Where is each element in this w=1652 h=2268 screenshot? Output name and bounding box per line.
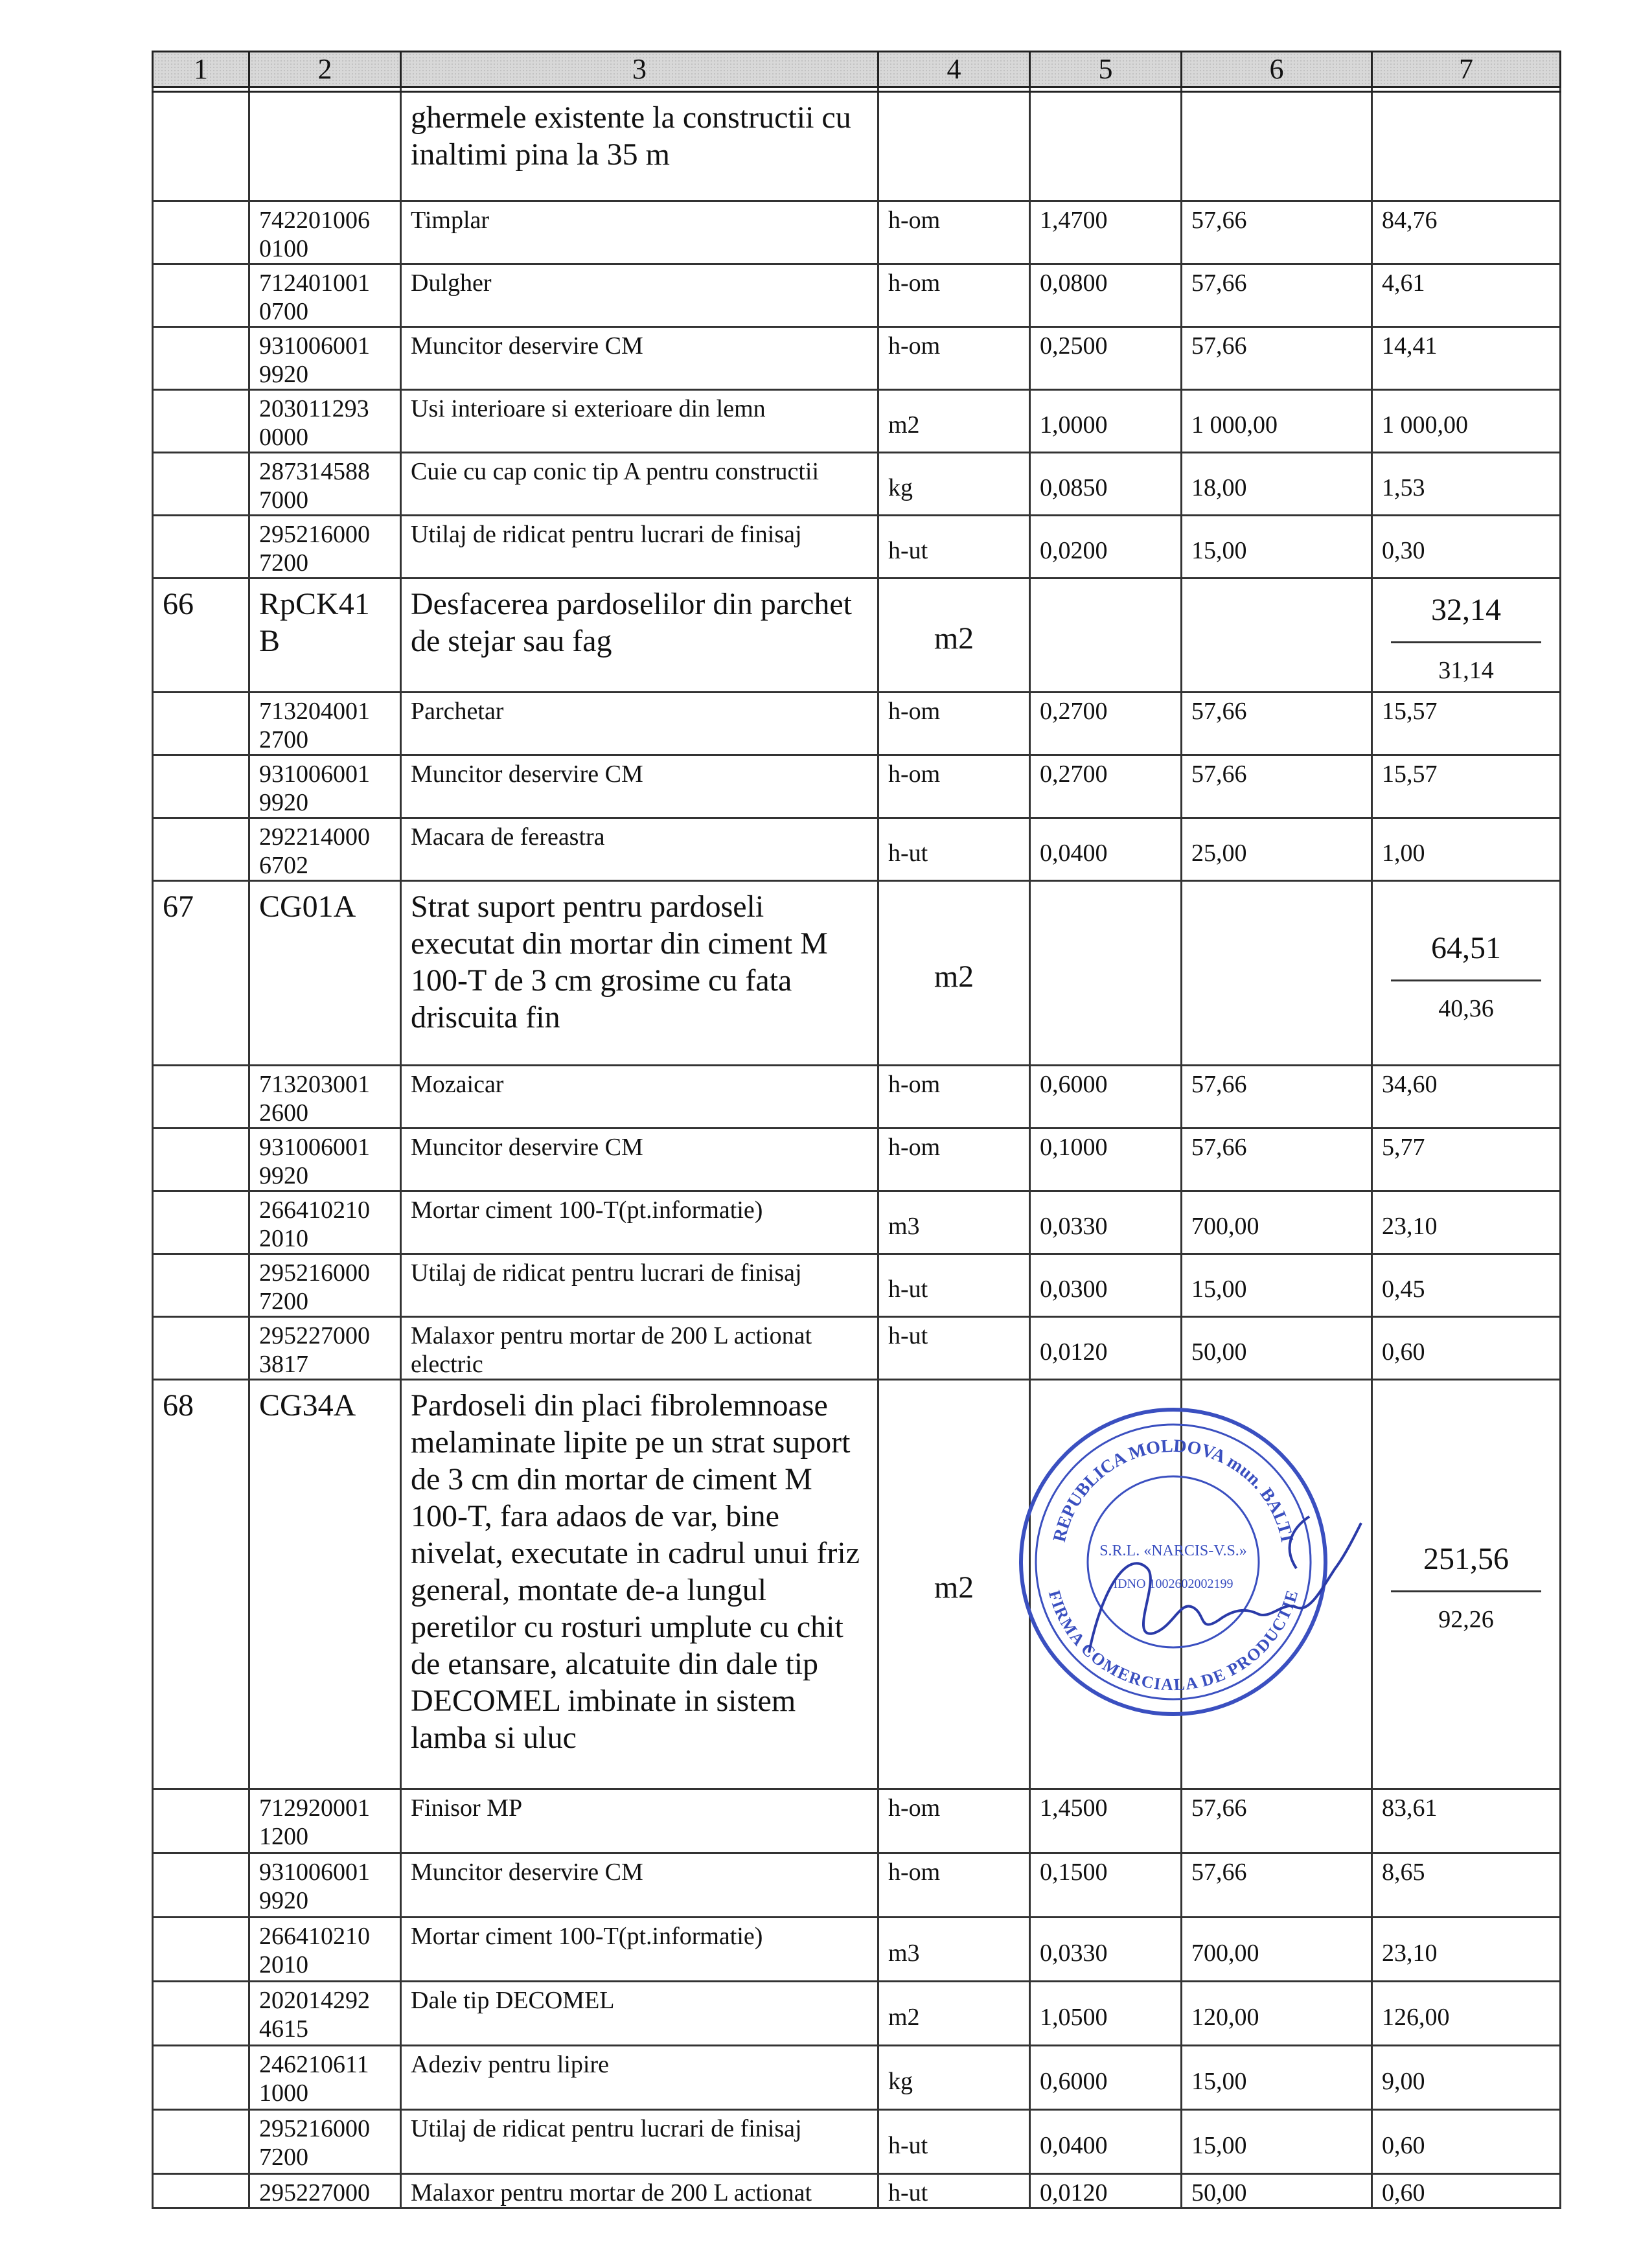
col-header: 3 [401,52,878,87]
item-number-empty [153,453,249,516]
resource-unit: m3 [878,1191,1030,1254]
col-header: 6 [1182,52,1372,87]
resource-unit: m2 [878,390,1030,453]
resource-unit-price: 15,00 [1182,2110,1372,2174]
item-number-empty [153,1317,249,1380]
resource-unit: h-ut [878,1317,1030,1380]
resource-code: 246210611 1000 [249,2046,401,2110]
resource-code: 266410210 2010 [249,1918,401,1982]
resource-unit-price: 50,00 [1182,2174,1372,2208]
resource-row [153,1918,1561,1982]
item-unit: m2 [878,881,1030,1066]
item-description: Desfacerea pardoselilor din parchet de stejar sau fag [401,578,878,693]
resource-unit: h-ut [878,516,1030,578]
item-total-cell [1372,92,1561,201]
resource-quantity: 0,0120 [1030,2174,1182,2208]
resource-description: Mozaicar [401,1066,878,1128]
resource-sum: 8,65 [1372,1853,1561,1918]
resource-row [153,1191,1561,1254]
resource-description: Muncitor deservire CM [401,755,878,818]
resource-unit-price: 57,66 [1182,327,1372,390]
resource-unit-price: 57,66 [1182,755,1372,818]
resource-description: Mortar ciment 100-T(pt.informatie) [401,1191,878,1254]
resource-unit: h-ut [878,2174,1030,2208]
item-code: CG01A [249,881,401,1066]
resource-description: Timplar [401,201,878,264]
resource-code: 295216000 7200 [249,516,401,578]
item-number: 67 [153,881,249,1066]
resource-unit-price: 700,00 [1182,1918,1372,1982]
resource-row [153,1066,1561,1128]
resource-unit-price: 120,00 [1182,1982,1372,2046]
col-header: 2 [249,52,401,87]
resource-quantity: 1,4500 [1030,1789,1182,1853]
resource-row [153,1254,1561,1317]
item-qty-empty [1030,1380,1302,1789]
subtotal-value: 31,14 [1438,657,1494,684]
resource-unit-price: 1 000,00 [1182,390,1372,453]
resource-quantity: 0,2500 [1030,327,1182,390]
item-number-empty [153,1853,249,1918]
resource-row [153,818,1561,881]
resource-quantity: 0,6000 [1030,2046,1182,2110]
header-double-rule [153,87,1561,92]
resource-row [153,755,1561,818]
item-number-empty [153,1128,249,1191]
resource-quantity: 1,0500 [1030,1982,1182,2046]
resource-sum: 0,30 [1372,516,1561,578]
resource-row [153,453,1561,516]
resource-row [153,693,1561,755]
item-price-empty [1182,578,1372,693]
resource-code: 742201006 0100 [249,201,401,264]
item-number-empty [153,327,249,390]
resource-quantity: 0,0330 [1030,1918,1182,1982]
item-number-empty [153,1918,249,1982]
item-number: 68 [153,1380,249,1789]
item-number-empty [153,201,249,264]
work-item-row [153,881,1561,1066]
resource-unit-price: 57,66 [1182,201,1372,264]
resource-unit: h-om [878,693,1030,755]
resource-description: Utilaj de ridicat pentru lucrari de finisaj [401,2110,878,2174]
resource-quantity: 0,2700 [1030,755,1182,818]
resource-code: 203011293 0000 [249,390,401,453]
estimate-table [152,51,1561,2209]
work-item-row [153,578,1561,693]
resource-row [153,1317,1561,1380]
stamp-idno: IDNO 1002602002199 [1113,1577,1233,1591]
resource-row [153,1853,1561,1918]
resource-quantity: 1,0000 [1030,390,1182,453]
item-number-empty [153,755,249,818]
resource-quantity: 0,1500 [1030,1853,1182,1918]
item-number-empty [153,2110,249,2174]
item-number-empty [153,264,249,327]
resource-quantity: 0,1000 [1030,1128,1182,1191]
item-number: 66 [153,578,249,693]
resource-quantity: 0,0800 [1030,264,1182,327]
resource-code: 931006001 9920 [249,755,401,818]
resource-row [153,390,1561,453]
item-price-empty [1182,1380,1372,1789]
resource-description: Utilaj de ridicat pentru lucrari de finisaj [401,516,878,578]
work-item-row [153,1380,1561,1789]
subtotal-value: 92,26 [1438,1606,1494,1633]
resource-sum: 9,00 [1372,2046,1561,2110]
resource-sum: 83,61 [1372,1789,1561,1853]
resource-row [153,2174,1561,2208]
work-item-row [153,92,1561,201]
resource-unit-price: 50,00 [1182,1317,1372,1380]
resource-description: Adeziv pentru lipire [401,2046,878,2110]
item-number-empty [153,2174,249,2208]
resource-description: Parchetar [401,693,878,755]
resource-description: Utilaj de ridicat pentru lucrari de finisaj [401,1254,878,1317]
resource-code: 202014292 4615 [249,1982,401,2046]
resource-code: 287314588 7000 [249,453,401,516]
item-total [1373,930,1559,1027]
total-value: 32,14 [1391,591,1541,643]
resource-quantity: 0,2700 [1030,693,1182,755]
item-number-empty [153,693,249,755]
resource-code: 713204001 2700 [249,693,401,755]
resource-unit-price: 700,00 [1182,1191,1372,1254]
item-total [1373,591,1559,689]
item-qty-empty [1030,881,1182,1066]
item-total-cell [1372,1380,1561,1789]
resource-code: 931006001 9920 [249,1853,401,1918]
resource-code: 295227000 3817 [249,1317,401,1380]
item-price-empty [1182,881,1372,1066]
resource-quantity: 0,0200 [1030,516,1182,578]
resource-sum: 1,00 [1372,818,1561,881]
item-number-empty [153,1254,249,1317]
resource-sum: 126,00 [1372,1982,1561,2046]
resource-quantity: 0,0850 [1030,453,1182,516]
resource-sum: 1,53 [1372,453,1561,516]
item-unit [878,92,1030,201]
resource-code: 292214000 6702 [249,818,401,881]
item-description: ghermele existente la constructii cu inaltimi pina la 35 m [401,92,878,201]
stamp-company: S.R.L. «NARCIS-V.S.» [1099,1542,1247,1559]
resource-code: 266410210 2010 [249,1191,401,1254]
resource-unit: m3 [878,1918,1030,1982]
resource-quantity: 0,0300 [1030,1254,1182,1317]
resource-unit-price: 57,66 [1182,1066,1372,1128]
resource-description: Muncitor deservire CM [401,1128,878,1191]
resource-unit-price: 15,00 [1182,1254,1372,1317]
resource-description: Muncitor deservire CM [401,327,878,390]
resource-unit: kg [878,2046,1030,2110]
resource-sum: 0,60 [1372,1317,1561,1380]
column-number-header [153,52,1561,87]
resource-unit-price: 57,66 [1182,1789,1372,1853]
resource-unit: h-om [878,264,1030,327]
resource-quantity: 0,0400 [1030,2110,1182,2174]
resource-unit: h-ut [878,1254,1030,1317]
resource-code: 713203001 2600 [249,1066,401,1128]
col-header: 7 [1372,52,1561,87]
resource-unit: m2 [878,1982,1030,2046]
item-code: CG34A [249,1380,401,1789]
resource-quantity: 0,0120 [1030,1317,1182,1380]
resource-code: 295216000 7200 [249,1254,401,1317]
total-value: 251,56 [1391,1541,1541,1592]
resource-unit: h-om [878,1128,1030,1191]
resource-description: Cuie cu cap conic tip A pentru constructii [401,453,878,516]
resource-unit-price: 18,00 [1182,453,1372,516]
resource-description: Muncitor deservire CM [401,1853,878,1918]
item-qty-empty [1030,578,1182,693]
resource-unit: h-ut [878,2110,1030,2174]
resource-sum: 0,60 [1372,2110,1561,2174]
resource-unit-price: 25,00 [1182,818,1372,881]
stamp-outer-text: REPUBLICA MOLDOVA mun. BALTI [1049,1436,1298,1544]
resource-description: Dale tip DECOMEL [401,1982,878,2046]
item-total-cell [1372,881,1561,1066]
resource-code: 295227000 [249,2174,401,2208]
col-header: 4 [878,52,1030,87]
resource-description: Usi interioare si exterioare din lemn [401,390,878,453]
resource-unit: h-om [878,1853,1030,1918]
resource-row [153,516,1561,578]
resource-unit: h-om [878,1789,1030,1853]
resource-unit: h-ut [878,818,1030,881]
resource-row [153,327,1561,390]
resource-unit: h-om [878,327,1030,390]
resource-sum: 23,10 [1372,1191,1561,1254]
resource-sum: 34,60 [1372,1066,1561,1128]
resource-code: 712920001 1200 [249,1789,401,1853]
item-number-empty [153,1982,249,2046]
resource-sum: 4,61 [1372,264,1561,327]
resource-sum: 0,60 [1372,2174,1561,2208]
estimate-table-sheet [152,51,1559,2209]
resource-code: 931006001 9920 [249,1128,401,1191]
item-number-empty [153,1191,249,1254]
subtotal-value: 40,36 [1438,994,1494,1022]
resource-code: 931006001 9920 [249,327,401,390]
col-header: 5 [1030,52,1182,87]
resource-row [153,1128,1561,1191]
stamp-inner-text: FIRMA COMERCIALA DE PRODUCTIE [1044,1588,1302,1695]
item-number-empty [153,2046,249,2110]
resource-unit-price: 57,66 [1182,1853,1372,1918]
resource-sum: 5,77 [1372,1128,1561,1191]
item-code [249,92,401,201]
resource-quantity: 0,0330 [1030,1191,1182,1254]
resource-row [153,264,1561,327]
resource-sum: 14,41 [1372,327,1561,390]
item-unit: m2 [878,578,1030,693]
resource-unit-price: 15,00 [1182,516,1372,578]
resource-sum: 23,10 [1372,1918,1561,1982]
resource-description: Dulgher [401,264,878,327]
resource-unit: h-om [878,755,1030,818]
resource-unit-price: 15,00 [1182,2046,1372,2110]
resource-code: 712401001 0700 [249,264,401,327]
resource-code: 295216000 7200 [249,2110,401,2174]
item-price-empty [1182,92,1372,201]
resource-unit-price: 57,66 [1182,264,1372,327]
item-number-empty [153,1789,249,1853]
resource-quantity: 0,6000 [1030,1066,1182,1128]
item-qty-empty [1030,92,1182,201]
resource-unit: h-om [878,201,1030,264]
resource-unit-price: 57,66 [1182,693,1372,755]
item-total [1373,1541,1559,1638]
resource-row [153,2110,1561,2174]
resource-description: Mortar ciment 100-T(pt.informatie) [401,1918,878,1982]
total-value: 64,51 [1391,930,1541,981]
item-number-empty [153,390,249,453]
resource-sum: 0,45 [1372,1254,1561,1317]
resource-unit-price: 57,66 [1182,1128,1372,1191]
resource-row [153,1982,1561,2046]
resource-row [153,201,1561,264]
resource-sum: 84,76 [1372,201,1561,264]
resource-sum: 1 000,00 [1372,390,1561,453]
resource-description: Finisor MP [401,1789,878,1853]
resource-quantity: 1,4700 [1030,201,1182,264]
item-number-empty [153,516,249,578]
col-header: 1 [153,52,249,87]
item-code: RpCK41 B [249,578,401,693]
item-number-empty [153,818,249,881]
resource-description: Macara de fereastra [401,818,878,881]
item-description: Strat suport pentru pardoseli executat din mortar din ciment M 100-T de 3 cm grosime cu fata driscuita fin [401,881,878,1066]
resource-quantity: 0,0400 [1030,818,1182,881]
resource-description: Malaxor pentru mortar de 200 L actionat [401,2174,878,2208]
resource-unit: kg [878,453,1030,516]
item-number [153,92,249,201]
resource-sum: 15,57 [1372,755,1561,818]
item-unit: m2 [878,1380,1030,1789]
resource-row [153,1789,1561,1853]
resource-sum: 15,57 [1372,693,1561,755]
resource-description: Malaxor pentru mortar de 200 L actionat electric [401,1317,878,1380]
resource-row [153,2046,1561,2110]
resource-unit: h-om [878,1066,1030,1128]
item-number-empty [153,1066,249,1128]
item-description: Pardoseli din placi fibrolemnoase melaminate lipite pe un strat suport de 3 cm din mortar de ciment M 100-T, fara adaos de var, bine nivelat, executate in cadrul unui friz general, montate de-a lungul peretilor cu rosturi umplute cu chit de etansare, alcatuite din dale tip DECOMEL imbinate in sistem lamba si uluc [401,1380,878,1789]
item-total-cell [1372,578,1561,693]
